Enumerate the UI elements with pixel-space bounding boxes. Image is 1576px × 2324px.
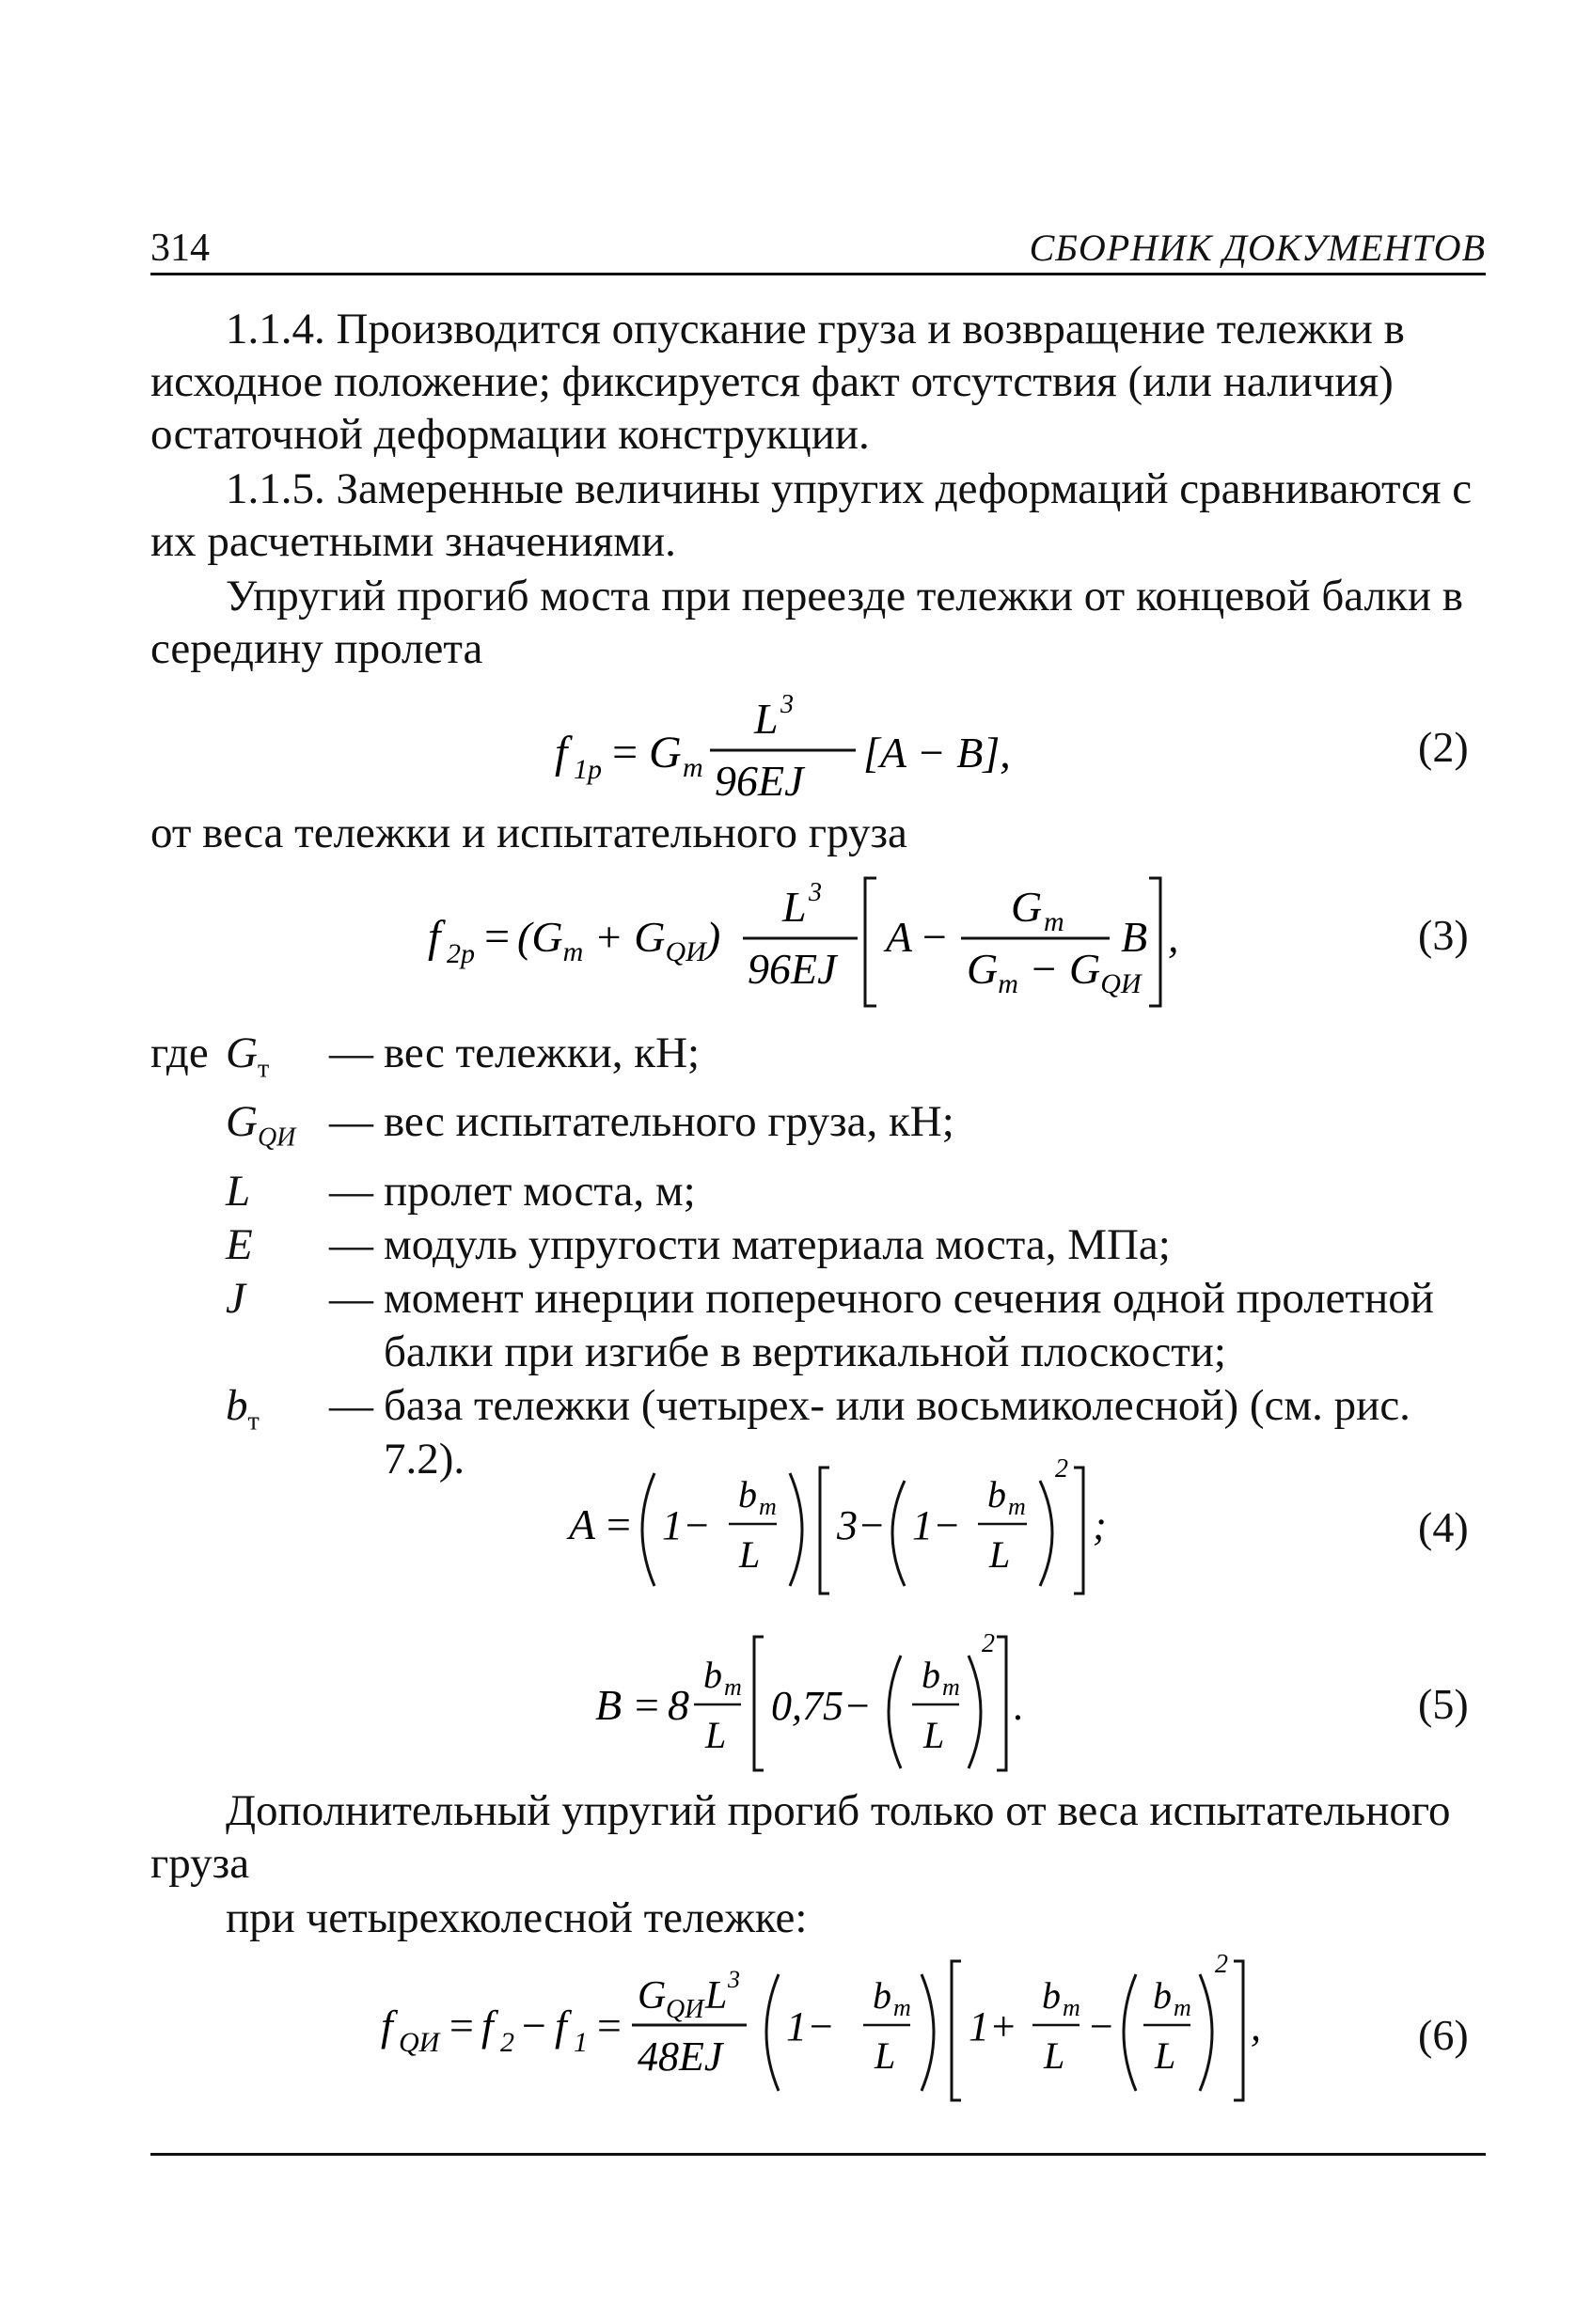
- svg-text:=: =: [632, 1681, 662, 1729]
- svg-text:3: 3: [780, 690, 794, 719]
- legend-dash: —: [329, 1166, 373, 1216]
- formula-2: [545, 677, 1034, 818]
- legend-symbol: $b_т$: [226, 1380, 260, 1437]
- svg-text:;: ;: [1093, 1502, 1107, 1548]
- svg-text:=: =: [481, 912, 512, 962]
- svg-text:b: b: [873, 1974, 891, 2017]
- svg-text:L: L: [754, 695, 779, 743]
- svg-text:(Gт + GQИ): $(G_т + G_{QИ})$: [517, 913, 721, 967]
- svg-text:Gт − GQИ: $G_т - G_{QИ}$: [967, 945, 1142, 999]
- page-header: [150, 226, 1486, 275]
- paragraph-1-1-5: 1.1.5. Замеренные величины упругих деформаций сравниваются с их расчетными значениями.: [150, 464, 1473, 566]
- legend-row: [150, 1218, 1486, 1272]
- svg-text:т: т: [683, 752, 703, 783]
- svg-text:f: f: [381, 2002, 393, 2049]
- legend-symbol: J: [226, 1273, 245, 1323]
- svg-text:[A − B],: [A − B],: [863, 729, 1011, 777]
- legend-text: пролет моста, м;: [384, 1166, 696, 1216]
- svg-text:,: ,: [1168, 913, 1179, 961]
- svg-text:A: A: [569, 1500, 596, 1548]
- svg-text:2: 2: [1215, 1950, 1228, 1979]
- running-title: СБОРНИК ДОКУМЕНТОВ: [1029, 227, 1486, 269]
- legend-dash: —: [329, 1380, 373, 1430]
- svg-text:т: т: [942, 1673, 960, 1701]
- svg-text:1: 1: [574, 2027, 588, 2058]
- footer-rule: [150, 2153, 1486, 2156]
- legend-row: [150, 1165, 1486, 1218]
- svg-text:b: b: [703, 1654, 722, 1696]
- svg-text:f: f: [481, 2002, 494, 2049]
- svg-text:96EJ: 96EJ: [715, 757, 804, 805]
- paragraph-load-intro: от веса тележки и испытательного груза: [150, 809, 907, 857]
- svg-text:.: .: [1014, 1683, 1024, 1729]
- equation-number-3: (3): [1418, 911, 1469, 959]
- legend-symbol: E: [226, 1219, 253, 1269]
- svg-text:т: т: [1174, 1994, 1191, 2021]
- equation-number-6: (6): [1418, 2011, 1469, 2059]
- legend-dash: —: [329, 1029, 373, 1077]
- svg-text:1−: 1−: [662, 1502, 711, 1548]
- svg-text:b: b: [738, 1473, 757, 1515]
- svg-text:L: L: [875, 2034, 896, 2077]
- svg-text:L: L: [989, 1533, 1011, 1576]
- svg-text:1+: 1+: [969, 2003, 1017, 2049]
- svg-text:L: L: [923, 1714, 945, 1756]
- paragraph-1-1-4: 1.1.4. Производится опускание груза и возвращение тележки в исходное положение; фиксируется факт отсутствия (или наличия) остаточной деформации конструкции.: [150, 305, 1405, 459]
- svg-text:L: L: [1044, 2034, 1065, 2077]
- legend-row: [150, 1272, 1486, 1379]
- svg-text:f: f: [555, 728, 568, 777]
- svg-text:3−: 3−: [837, 1502, 886, 1548]
- svg-text:т: т: [759, 1493, 777, 1520]
- legend-text: вес испытательного груза, кН;: [384, 1097, 954, 1147]
- equation-number-4: (4): [1418, 1503, 1469, 1551]
- svg-text:т: т: [893, 1994, 911, 2021]
- svg-text:QИ: QИ: [666, 1995, 704, 2024]
- svg-text:G: G: [638, 1974, 667, 2018]
- legend-dash: —: [329, 1273, 373, 1323]
- legend-dash: —: [329, 1219, 373, 1269]
- svg-text:=: =: [604, 1500, 634, 1548]
- legend-text: база тележки (четырех- или восьмиколесной) (см. рис. 7.2).: [384, 1380, 1411, 1484]
- svg-text:3: 3: [809, 878, 822, 907]
- legend-text: момент инерции поперечного сечения одной пролетной балки при изгибе в вертикальной плоскости;: [384, 1273, 1434, 1376]
- svg-text:−: −: [920, 913, 950, 961]
- svg-text:2: 2: [982, 1629, 995, 1658]
- equation-number-5: (5): [1418, 1680, 1469, 1728]
- svg-text:−: −: [519, 2002, 549, 2049]
- legend-row: [150, 1095, 1486, 1164]
- svg-text:B: B: [1121, 913, 1148, 961]
- svg-text:b: b: [987, 1473, 1006, 1515]
- legend-text: вес тележки, кН;: [384, 1029, 701, 1077]
- svg-text:L: L: [705, 1714, 727, 1756]
- paragraph-four-wheel: при четырехколесной тележке:: [226, 1893, 808, 1942]
- svg-text:,: ,: [1251, 2003, 1261, 2049]
- svg-text:f: f: [555, 2002, 567, 2049]
- svg-text:48EJ: 48EJ: [638, 2034, 723, 2080]
- legend-symbol: $G_т$: [226, 1029, 270, 1084]
- svg-text:1−: 1−: [912, 1502, 961, 1548]
- legend-text: модуль упругости материала моста, МПа;: [384, 1219, 1171, 1269]
- svg-text:=: =: [447, 2002, 477, 2049]
- svg-text:A: A: [886, 913, 913, 961]
- page-number: 314: [150, 227, 210, 270]
- svg-text:2: 2: [500, 2027, 514, 2058]
- svg-text:=: =: [609, 728, 640, 777]
- svg-text:1−: 1−: [786, 2003, 835, 2049]
- svg-text:G: G: [649, 728, 682, 777]
- svg-text:т: т: [724, 1673, 742, 1701]
- svg-text:=: =: [594, 2002, 624, 2049]
- formula-4: [564, 1452, 1128, 1608]
- svg-text:L: L: [1155, 2034, 1176, 2077]
- svg-text:т: т: [1044, 906, 1064, 937]
- legend-dash: —: [329, 1097, 373, 1147]
- svg-text:f: f: [428, 912, 441, 962]
- svg-text:−: −: [1087, 2003, 1115, 2049]
- svg-text:L: L: [705, 1974, 728, 2018]
- svg-text:2p: 2p: [447, 938, 475, 969]
- svg-text:96EJ: 96EJ: [748, 945, 837, 993]
- paragraph-additional: Дополнительный упругий прогиб только от веса испытательного груза: [150, 1786, 1451, 1888]
- formula-6: [376, 1946, 1279, 2106]
- paragraph-elastic-intro: Упругий прогиб моста при переезде тележки от концевой балки в середину пролета: [150, 572, 1463, 673]
- svg-text:L: L: [739, 1533, 761, 1576]
- equation-number-2: (2): [1418, 723, 1469, 771]
- svg-text:т: т: [1063, 1994, 1080, 2021]
- svg-text:b: b: [922, 1654, 940, 1696]
- header-rule: [150, 273, 1486, 275]
- svg-text:0,75−: 0,75−: [771, 1683, 872, 1729]
- svg-text:QИ: QИ: [399, 2027, 440, 2058]
- svg-text:L: L: [782, 883, 807, 931]
- svg-text:B: B: [595, 1681, 623, 1729]
- svg-text:b: b: [1042, 1974, 1061, 2017]
- legend-symbol: $G_{QИ}$: [226, 1097, 296, 1153]
- svg-text:2: 2: [1055, 1454, 1068, 1484]
- legend-symbol: L: [226, 1166, 251, 1216]
- svg-text:8: 8: [668, 1681, 689, 1729]
- svg-text:b: b: [1153, 1974, 1172, 2017]
- formula-3: [423, 865, 1251, 1015]
- legend-row: [150, 1027, 1486, 1095]
- legend-where: где: [150, 1029, 209, 1077]
- svg-text:т: т: [1008, 1493, 1026, 1520]
- formula-5: [591, 1622, 1080, 1777]
- svg-text:3: 3: [728, 1966, 740, 1993]
- svg-text:1p: 1p: [574, 754, 602, 785]
- svg-text:G: G: [1011, 883, 1043, 931]
- symbol-legend: [150, 1027, 1486, 1486]
